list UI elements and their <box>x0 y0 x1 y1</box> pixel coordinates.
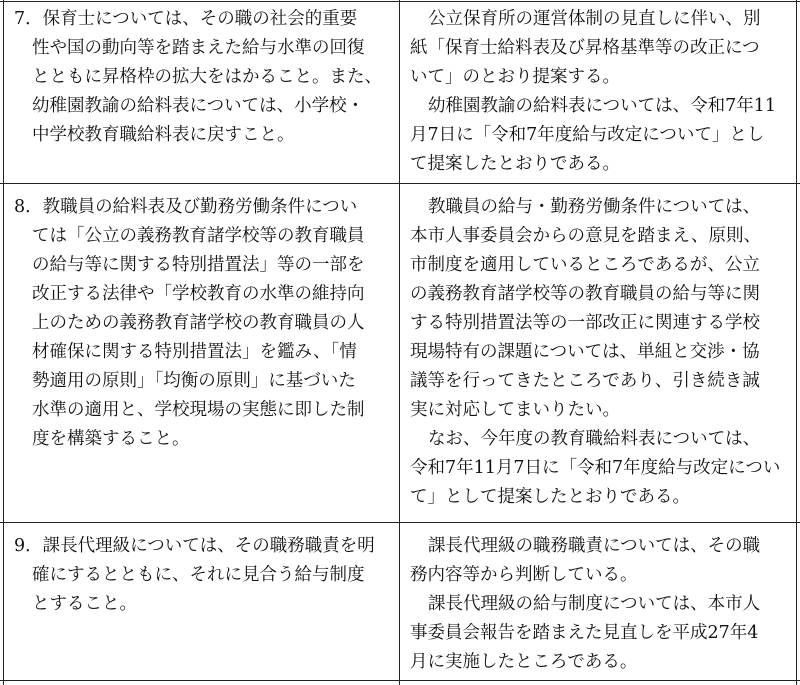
row-divider <box>0 522 800 523</box>
request-cell-7 <box>14 5 394 150</box>
response-cell-8 <box>410 193 792 512</box>
response-cell-7 <box>410 5 792 179</box>
response-line: いて」のとおり提案する。 <box>410 67 620 87</box>
response-line: 令和7年11月7日に「令和7年度給与改定につい <box>410 458 781 478</box>
request-line: 水準の適用と、学校現場の実態に即した制 <box>32 400 365 420</box>
response-line: 月7日に「令和7年度給与改定について」とし <box>410 125 765 145</box>
response-line: 議等を行ってきたところであり、引き続き誠 <box>410 371 760 391</box>
request-cell-8 <box>14 193 394 454</box>
response-line: なお、今年度の教育職給料表については、 <box>428 429 761 449</box>
response-line: の義務教育諸学校等の教育職員の給与等に関 <box>410 284 760 304</box>
response-line: 課長代理級の職務職責については、その職 <box>428 536 761 556</box>
response-line: 紙「保育士給料表及び昇格基準等の改正につ <box>410 38 760 58</box>
request-line: ては「公立の義務教育諸学校等の教育職員 <box>32 226 365 246</box>
table-border-top <box>0 1 800 2</box>
request-line: 性や国の動向等を踏まえた給与水準の回復 <box>32 38 365 58</box>
request-line: 9．課長代理級については、その職務職責を明 <box>14 536 375 556</box>
request-line: 幼稚園教諭の給料表については、小学校・ <box>32 96 365 116</box>
response-line: て提案したとおりである。 <box>410 154 620 174</box>
response-line: 実に対応してまいりたい。 <box>410 400 620 420</box>
response-line: 教職員の給与・勤務労働条件については、 <box>428 197 761 217</box>
response-line: て」として提案したとおりである。 <box>410 487 690 507</box>
row-divider <box>0 183 800 184</box>
request-line: とすること。 <box>32 594 137 614</box>
request-line: 上のための義務教育諸学校の教育職員の人 <box>32 313 365 333</box>
request-line: とともに昇格枠の拡大をはかること。また、 <box>32 67 382 87</box>
request-line: 中学校教育職給料表に戻すこと。 <box>32 125 295 145</box>
request-line: の給与等に関する特別措置法」等の一部を <box>32 255 365 275</box>
response-line: 課長代理級の給与制度については、本市人 <box>428 594 761 614</box>
response-line: 幼稚園教諭の給料表については、令和7年11 <box>428 96 777 116</box>
response-line: 市制度を適用しているところであるが、公立 <box>410 255 760 275</box>
table-border-right <box>796 0 797 685</box>
request-cell-9 <box>14 532 394 619</box>
table-border-bottom <box>0 680 800 681</box>
request-line: 改正する法律や「学校教育の水準の維持向 <box>32 284 365 304</box>
request-line: 材確保に関する特別措置法」を鑑み、「情 <box>32 342 357 362</box>
table-border-left <box>3 0 4 685</box>
response-line: 現場特有の課題については、単組と交渉・協 <box>410 342 760 362</box>
response-line: 本市人事委員会からの意見を踏まえ、原則、 <box>410 226 762 246</box>
response-line: 月に実施したところである。 <box>410 652 638 672</box>
request-line: 7．保育士については、その職の社会的重要 <box>14 9 358 29</box>
column-divider <box>399 0 400 685</box>
request-line: 確にするとともに、それに見合う給与制度 <box>32 565 365 585</box>
response-line: 事委員会報告を踏まえた見直しを平成27年4 <box>410 623 759 643</box>
response-line: する特別措置法等の一部改正に関連する学校 <box>410 313 760 333</box>
request-line: 度を構築すること。 <box>32 429 190 449</box>
response-cell-9 <box>410 532 792 677</box>
request-line: 勢適用の原則」「均衡の原則」に基づいた <box>32 371 356 391</box>
response-line: 務内容等から判断している。 <box>410 565 638 585</box>
response-line: 公立保育所の運営体制の見直しに伴い、別 <box>428 9 761 29</box>
request-line: 8．教職員の給料表及び勤務労働条件につい <box>14 197 358 217</box>
